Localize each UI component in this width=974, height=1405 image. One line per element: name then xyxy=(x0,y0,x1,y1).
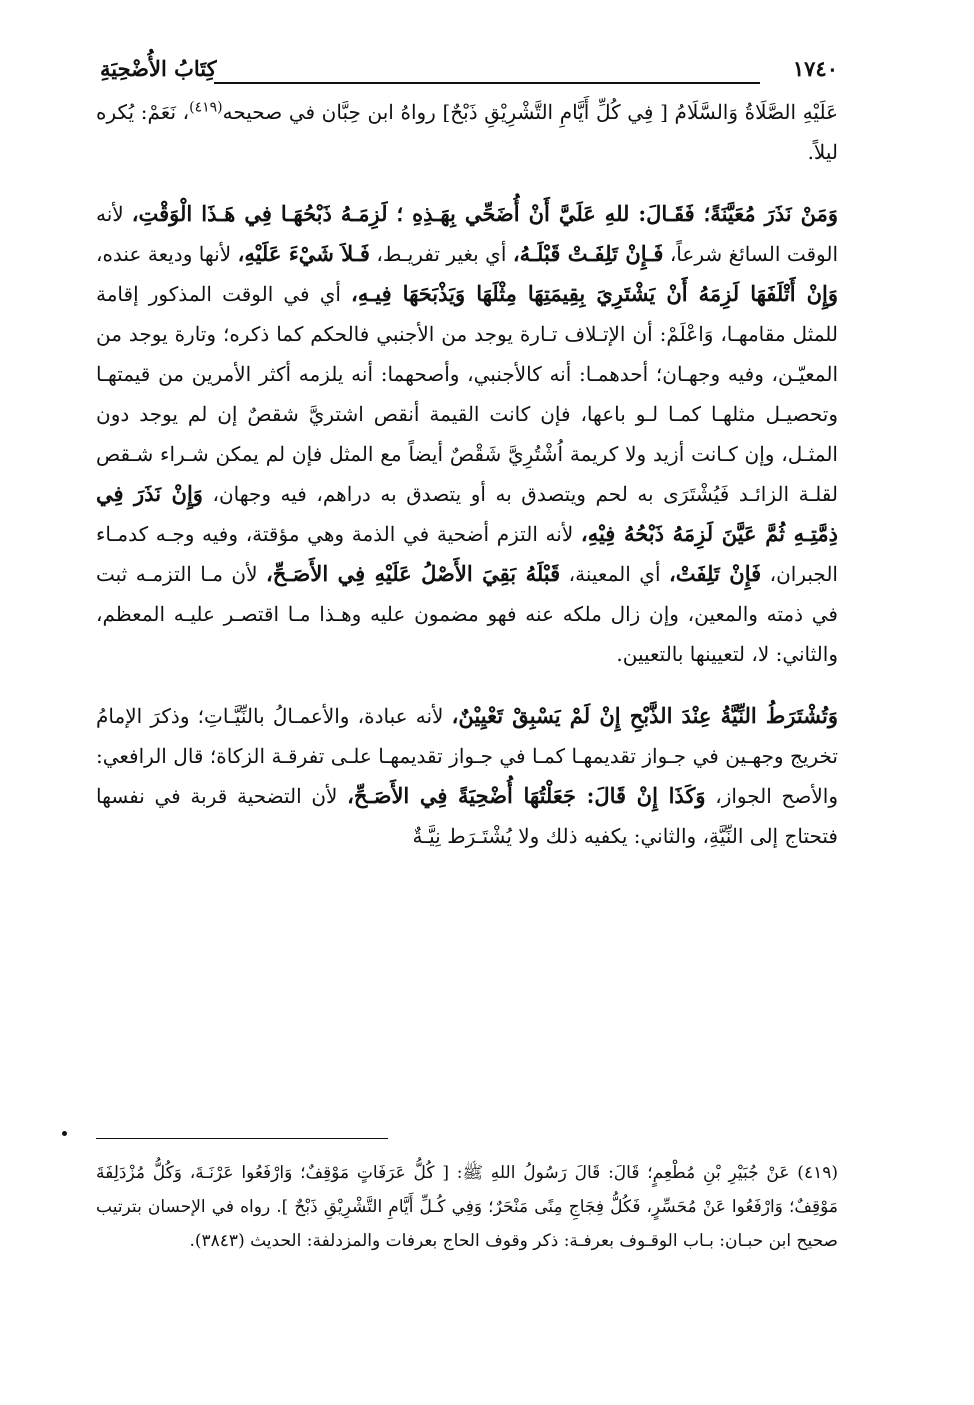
paragraph-1 xyxy=(96,92,838,172)
margin-dot xyxy=(62,1131,67,1136)
matn-text: وَتُشْتَرَطُ النِّيَّةُ عِنْدَ الذَّبْحِ إِنْ لَمْ يَسْبِقْ تَعْيِيْنٌ، xyxy=(451,703,838,728)
matn-text: فَـلاَ شَيْءَ عَلَيْهِ، xyxy=(237,241,370,266)
paragraph-3 xyxy=(96,696,838,856)
header-rule xyxy=(214,82,760,84)
matn-text: قَبْلَهُ بَقِيَ الأَصْلُ عَلَيْهِ فِي الأَصَـحِّ، xyxy=(266,561,561,586)
matn-text: وَمَنْ نَذَرَ مُعَيَّنَةً؛ فَقَـالَ: للهِ عَلَيَّ أَنْ أُضَحِّي بِهَـذِهِ ؛ لَزِمَـهُ ذَبْحُهَـا فِي هَـذَا الْوَقْتِ، xyxy=(131,201,838,226)
commentary-text: لأنه عبادة، والأعمـالُ بالنِّيَّـاتِ؛ وذكرَ الإمامُ تخريج وجهـين في جـواز تقديمهـا كمـا في جـواز تقديمهـا علـى تفرقـة الزكاة؛ قال الرافعي: والأصح الجواز، xyxy=(96,704,838,808)
commentary-text: لأن التضحية قربة في نفسها فتحتاج إلى النِّيَّةِ، والثاني: يكفيه ذلك ولا يُشْتَـرَط نِيَّـةٌ xyxy=(96,784,838,848)
body-text xyxy=(96,92,838,856)
commentary-text: لأنها وديعة عنده، xyxy=(96,242,238,266)
paragraph-2 xyxy=(96,194,838,674)
page xyxy=(96,52,838,856)
commentary-text: عَلَيْهِ الصَّلَاةُ وَالسَّلَامُ [ فِي كُلِّ أَيَّامِ التَّشْرِيْقِ ذَبْحٌ] رواهُ ابن حِبَّان في صحيحه xyxy=(222,100,839,124)
commentary-text: أي بغير تفريـط، xyxy=(369,242,513,266)
footnote: (٤١٩) عَنْ جُبَيْرِ بْنِ مُطْعِمٍ؛ قَالَ: قَالَ رَسُولُ اللهِ ﷺ: [ كُلُّ عَرَفَاتٍ مَوْقِفٌ؛ وَارْفَعُوا عَرْنَـةَ، وَكُلُّ مُزْدَلِفَةَ مَوْقِفٌ؛ وَارْفَعُوا عَنْ مُحَسِّرٍ، فَكُلُّ فِجَاجِ مِنًى مَنْحَرٌ؛ وَفِي كُـلِّ أَيَّامِ التَّشْرِيْقِ ذَبْحٌ ]. رواه في الإحسان بترتيب صحيح ابن حبـان: بـاب الوقـوف بعرفـة: ذكر وقوف الحاج بعرفات والمزدلفة: الحديث (٣٨٤٣). xyxy=(96,1163,838,1251)
page-number: ١٧٤٠ xyxy=(792,56,838,81)
matn-text: وَكَذَا إِنْ قَالَ: جَعَلْتُهَا أُضْحِيَةً فِي الأَصَـحِّ، xyxy=(347,783,706,808)
footnote-reference: (٤١٩) xyxy=(189,99,223,116)
matn-text: وَإِنْ أَتْلَفَهَا لَزِمَهُ أَنْ يَشْتَرِيَ بِقِيمَتِهَا مِثْلَهَا وَيَذْبَحَهَا فِيـهِ، xyxy=(351,281,839,306)
matn-text: فَإِنْ تَلِفَتْ، xyxy=(669,561,762,586)
commentary-text: لأن مـا التزمـه ثبت في ذمته والمعين، وإن زال ملكه عنه فهو مضمون عليه وهـذا مـا اقتصـر عليـه المعظم، والثاني: لا، لتعيينها بالتعيين. xyxy=(96,562,838,666)
commentary-text: أي المعينة، xyxy=(560,562,669,586)
commentary-text: ، نَعَمْ: يُكره ليلاً. xyxy=(96,100,838,164)
book-title: كِتَابُ الأُضْحِيَةِ xyxy=(100,56,217,81)
footnote-rule xyxy=(96,1138,388,1139)
commentary-text: لأنه التزم أضحية في الذمة وهي مؤقتة، وفيه وجـه كدمـاء الجبران، xyxy=(96,522,838,586)
commentary-text: لأنه الوقت السائغ شرعاً، xyxy=(96,202,839,266)
matn-text: وَإِنْ نَذَرَ فِي ذِمَّتِـهِ ثُمَّ عَيَّنَ لَزِمَهُ ذَبْحُهُ فِيْهِ، xyxy=(96,481,838,546)
matn-text: فَـإِنْ تَلِفَـتْ قَبْلَـهُ، xyxy=(512,241,664,266)
commentary-text: أي في الوقت المذكور إقامة للمثل مقامهـا، وَاعْلَمْ: أن الإتـلاف تـارة يوجد من الأجنبي فالحكم كما ذكره؛ وتارة يوجد من المعيّـن، وفيه وجهـان؛ أحدهمـا: أنه كالأجنبي، وأصحهما: أنه يلزمه أكثر الأمرين من قيمتهـا وتحصيـل مثلهـا كمـا لـو باعها، فإن كانت القيمة أنقص اشتريَّ شقصٌ إن لم يوجد دون المثـل، وإن كـانت أزيد ولا كريمة اُشْتُرِيَّ شَقْصٌ أيضاً مع المثل فإن لم يمكن شـراء شـقص لقلـة الزائـد فَيُشْتَرَى به لحم ويتصدق به أو يتصدق به دراهم، فيه وجهان، xyxy=(96,282,838,506)
running-head xyxy=(96,52,838,92)
